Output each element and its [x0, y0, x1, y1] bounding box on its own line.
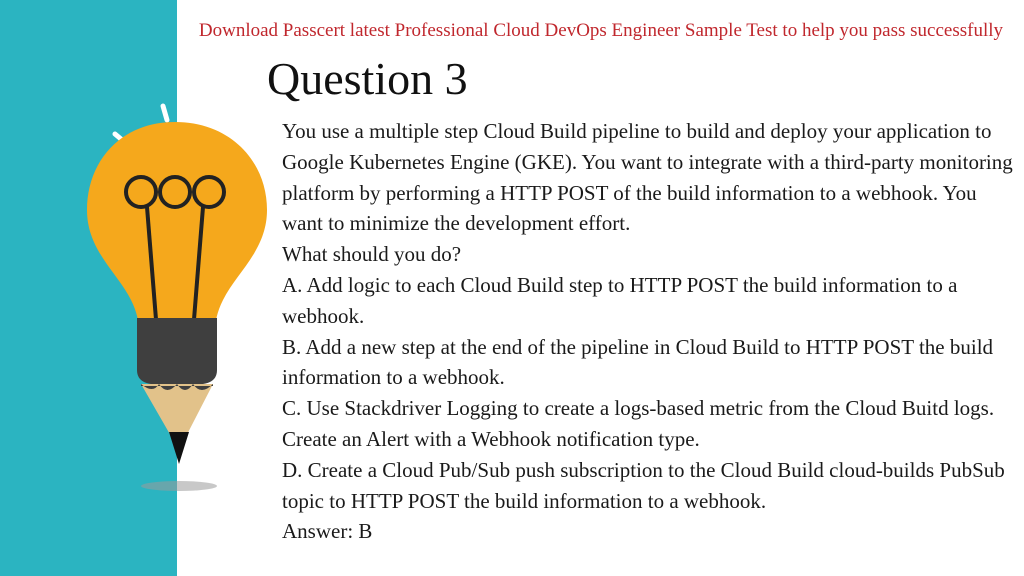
answer: Answer: B: [282, 519, 373, 544]
promo-banner: Download Passcert latest Professional Cloud DevOps Engineer Sample Test to help you pass successfully: [198, 20, 1003, 41]
option-a: A. Add logic to each Cloud Build step to HTTP POST the build information to a webhook.: [282, 272, 958, 328]
option-d: D. Create a Cloud Pub/Sub push subscription to the Cloud Build cloud-builds PubSub topic to HTTP POST the build information to a webhook.: [282, 457, 1005, 513]
question-body: [282, 116, 1017, 547]
option-b: B. Add a new step at the end of the pipeline in Cloud Build to HTTP POST the build information to a webhook.: [282, 334, 994, 390]
bulb-base: [137, 318, 217, 384]
lightbulb-pencil-icon: [75, 100, 285, 500]
bulb-shadow: [141, 481, 217, 491]
question-stem: You use a multiple step Cloud Build pipeline to build and deploy your application to Google Kubernetes Engine (GKE). You want to integrate with a third-party monitoring platform by performing a HTTP POST of the build information to a webhook. You want to minimize the development effort.: [282, 119, 1013, 236]
pencil-tip: [169, 432, 189, 464]
question-prompt: What should you do?: [282, 242, 462, 267]
bulb-glass: [87, 122, 267, 332]
question-title: Question 3: [267, 53, 468, 104]
option-c: C. Use Stackdriver Logging to create a logs-based metric from the Cloud Buitd logs. Create an Alert with a Webhook notification type.: [282, 396, 995, 451]
